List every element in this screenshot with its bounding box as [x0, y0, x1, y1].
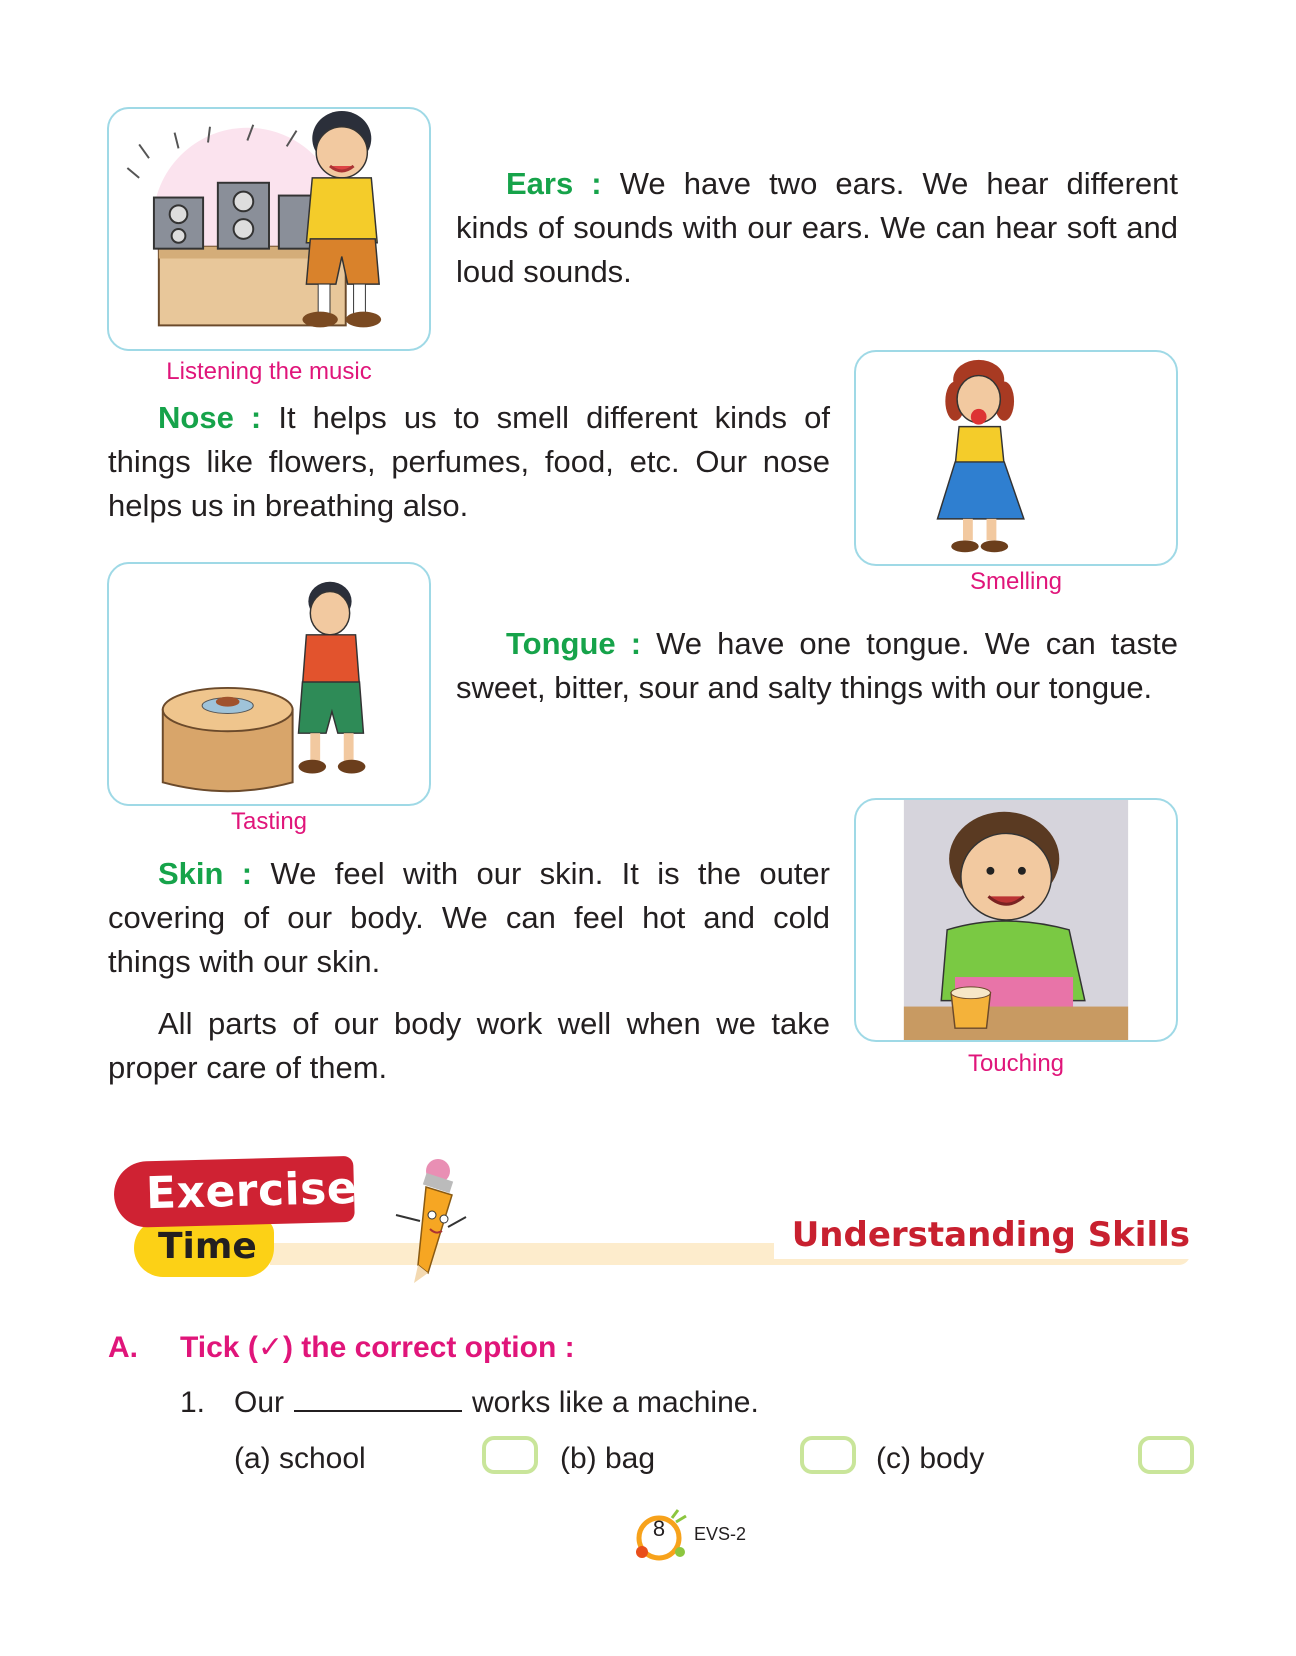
skin-paragraph — [108, 852, 830, 984]
skin-text: We feel with our skin. It is the outer covering of our body. We can feel hot and cold things with our skin. — [108, 856, 830, 979]
answer-blank — [294, 1386, 462, 1412]
exercise-banner — [110, 1155, 1190, 1285]
page-footer — [606, 1508, 756, 1568]
ears-term: Ears : — [506, 166, 602, 201]
question-number: 1. — [180, 1386, 206, 1419]
option-b-checkbox[interactable] — [800, 1436, 856, 1474]
ears-illustration — [107, 107, 431, 351]
book-label: EVS-2 — [694, 1524, 747, 1544]
tongue-caption: Tasting — [230, 808, 308, 835]
tongue-term: Tongue : — [506, 626, 642, 661]
banner-time: Time — [134, 1219, 274, 1277]
banner-exercise: Exercise — [113, 1156, 355, 1228]
question-letter: A. — [108, 1331, 138, 1364]
ears-paragraph — [456, 162, 1178, 294]
question-instruction: Tick (✓) the correct option : — [180, 1331, 575, 1364]
option-a: (a) school — [234, 1442, 366, 1475]
option-c-checkbox[interactable] — [1138, 1436, 1194, 1474]
ears-caption: Listening the music — [166, 358, 372, 385]
option-c: (c) body — [876, 1442, 985, 1475]
nose-illustration — [854, 350, 1178, 566]
question-a-heading — [108, 1330, 575, 1365]
ears-text: We have two ears. We hear different kinds of sounds with our ears. We can hear soft and loud sounds. — [456, 166, 1178, 289]
page-number: 8 — [652, 1516, 666, 1541]
nose-term: Nose : — [158, 400, 262, 435]
nose-caption: Smelling — [969, 568, 1063, 595]
skin-illustration — [854, 798, 1178, 1042]
tongue-illustration — [107, 562, 431, 806]
sentence-after: works like a machine. — [472, 1386, 759, 1419]
pencil-icon — [390, 1155, 470, 1285]
question-1-sentence — [180, 1386, 759, 1420]
closing-paragraph: All parts of our body work well when we take proper care of them. — [108, 1006, 830, 1085]
option-a-checkbox[interactable] — [482, 1436, 538, 1474]
option-b: (b) bag — [560, 1442, 656, 1475]
skin-term: Skin : — [158, 856, 253, 891]
skills-label: Understanding Skills — [774, 1211, 1190, 1259]
nose-paragraph — [108, 396, 830, 528]
tongue-text: We have one tongue. We can taste sweet, bitter, sour and salty things with our tongue. — [456, 626, 1178, 705]
sentence-before: Our — [234, 1386, 285, 1419]
nose-text: It helps us to smell different kinds of things like flowers, perfumes, food, etc. Our nose helps us in breathing also. — [108, 400, 830, 523]
tongue-paragraph — [456, 622, 1178, 710]
skin-caption: Touching — [967, 1050, 1065, 1077]
